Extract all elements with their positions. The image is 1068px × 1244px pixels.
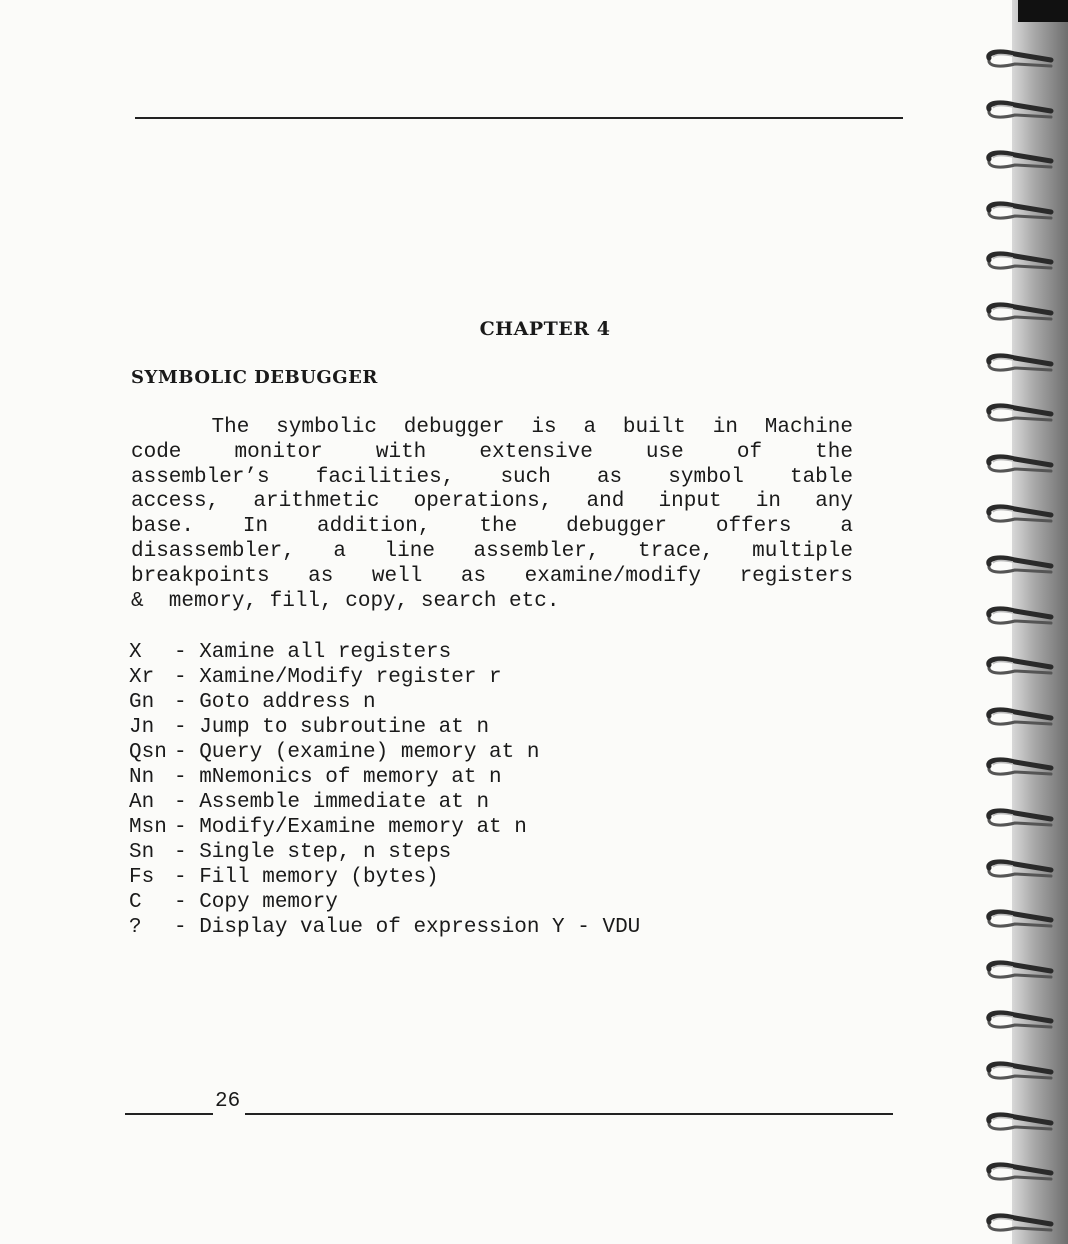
command-description: - Goto address n xyxy=(174,691,376,714)
command-row xyxy=(129,765,640,790)
page-number: 26 xyxy=(215,1090,241,1113)
command-row xyxy=(129,715,640,740)
binding-coil xyxy=(985,554,1055,580)
section-title: SYMBOLIC DEBUGGER xyxy=(131,367,378,388)
binding-coil xyxy=(985,1212,1055,1238)
command-key: X xyxy=(129,641,142,664)
command-description: - mNemonics of memory at n xyxy=(174,766,502,789)
binding-coil xyxy=(985,1111,1055,1137)
command-description: - Assemble immediate at n xyxy=(174,791,490,814)
binding-top-gap xyxy=(1018,0,1068,22)
command-row xyxy=(129,665,640,690)
footer-rule-left xyxy=(125,1113,213,1115)
command-key: Gn xyxy=(129,691,155,714)
binding-coil xyxy=(985,352,1055,378)
command-list xyxy=(129,640,640,940)
binding-coil xyxy=(985,706,1055,732)
command-key: Jn xyxy=(129,716,155,739)
binding-coil xyxy=(985,149,1055,175)
binding-coil xyxy=(985,1009,1055,1035)
command-description: - Fill memory (bytes) xyxy=(174,866,439,889)
command-description: - Copy memory xyxy=(174,891,338,914)
command-row xyxy=(129,865,640,890)
command-description: - Xamine all registers xyxy=(174,641,452,664)
chapter-title: CHAPTER 4 xyxy=(479,318,611,340)
binding-coil xyxy=(985,200,1055,226)
binding-coil xyxy=(985,301,1055,327)
command-row xyxy=(129,640,640,665)
binding-coil xyxy=(985,908,1055,934)
binding-coil xyxy=(985,756,1055,782)
binding-coil xyxy=(985,858,1055,884)
paragraph-line: code monitor with extensive use of the xyxy=(131,440,853,464)
command-row xyxy=(129,690,640,715)
paragraph-line: access, arithmetic operations, and input in any xyxy=(131,490,853,514)
command-row xyxy=(129,790,640,815)
paragraph-line: base. In addition, the debugger offers a xyxy=(131,515,853,539)
binding-coil xyxy=(985,402,1055,428)
command-key: Fs xyxy=(129,866,155,889)
footer-rule-right xyxy=(245,1113,893,1115)
command-key: Nn xyxy=(129,766,155,789)
command-row xyxy=(129,840,640,865)
command-description: - Jump to subroutine at n xyxy=(174,716,490,739)
command-key: C xyxy=(129,891,142,914)
page-footer xyxy=(125,1090,893,1116)
command-description: - Xamine/Modify register r xyxy=(174,666,502,689)
intro-paragraph xyxy=(131,416,853,614)
binding-coil xyxy=(985,99,1055,125)
command-key: An xyxy=(129,791,155,814)
binding-coil xyxy=(985,1161,1055,1187)
binding-coil xyxy=(985,807,1055,833)
command-description: - Single step, n steps xyxy=(174,841,452,864)
command-key: Sn xyxy=(129,841,155,864)
paragraph-line: breakpoints as well as examine/modify registers xyxy=(131,564,853,588)
paragraph-line: assembler’s facilities, such as symbol table xyxy=(131,465,853,489)
command-description: - Modify/Examine memory at n xyxy=(174,816,527,839)
binding-coil xyxy=(985,48,1055,74)
command-description: - Query (examine) memory at n xyxy=(174,741,540,764)
binding-coil xyxy=(985,250,1055,276)
paragraph-line: The symbolic debugger is a built in Machine xyxy=(131,416,853,439)
command-key: Xr xyxy=(129,666,155,689)
command-key: Qsn xyxy=(129,741,167,764)
command-description: - Display value of expression Y - VDU xyxy=(174,916,641,939)
header-rule xyxy=(135,117,903,119)
binding-coil xyxy=(985,453,1055,479)
command-row xyxy=(129,915,640,940)
binding-coil xyxy=(985,655,1055,681)
binding-coil xyxy=(985,959,1055,985)
command-row xyxy=(129,890,640,915)
command-row xyxy=(129,815,640,840)
command-key: ? xyxy=(129,916,142,939)
command-key: Msn xyxy=(129,816,167,839)
binding-coil xyxy=(985,503,1055,529)
paragraph-line: & memory, fill, copy, search etc. xyxy=(131,589,560,613)
binding-coil xyxy=(985,1060,1055,1086)
command-row xyxy=(129,740,640,765)
paragraph-line: disassembler, a line assembler, trace, multiple xyxy=(131,539,853,563)
binding-coil xyxy=(985,605,1055,631)
